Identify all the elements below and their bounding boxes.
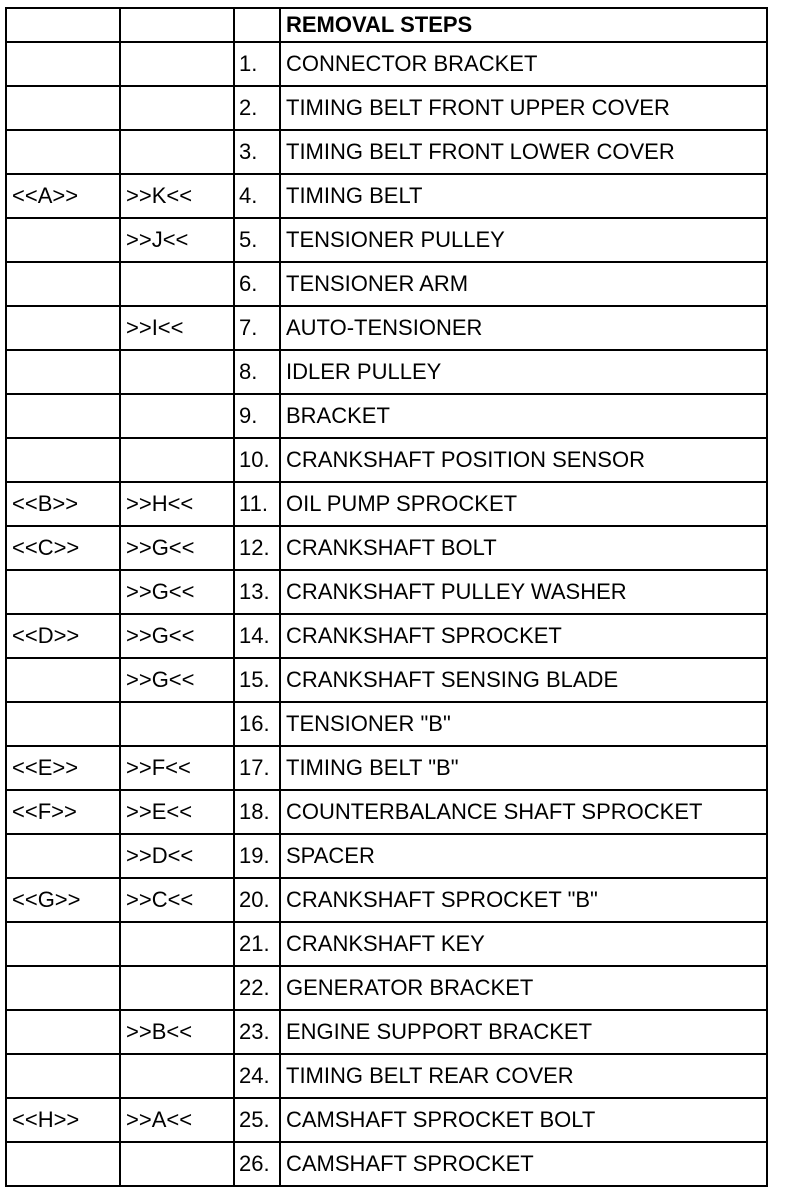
- step-number-cell: 14.: [234, 614, 280, 658]
- step-description-cell: AUTO-TENSIONER: [280, 306, 767, 350]
- removal-ref-cell: [120, 438, 234, 482]
- step-description-cell: ENGINE SUPPORT BRACKET: [280, 1010, 767, 1054]
- step-number-cell: 5.: [234, 218, 280, 262]
- step-number-cell: 1.: [234, 42, 280, 86]
- table-row: [6, 1010, 767, 1054]
- step-number-cell: 13.: [234, 570, 280, 614]
- install-ref-cell: [6, 834, 120, 878]
- table-row: [6, 262, 767, 306]
- removal-ref-cell: [120, 42, 234, 86]
- removal-ref-cell: >>D<<: [120, 834, 234, 878]
- step-description-cell: CAMSHAFT SPROCKET: [280, 1142, 767, 1186]
- install-ref-cell: [6, 702, 120, 746]
- step-number-cell: 26.: [234, 1142, 280, 1186]
- install-ref-cell: <<H>>: [6, 1098, 120, 1142]
- step-description-cell: CRANKSHAFT KEY: [280, 922, 767, 966]
- removal-ref-cell: >>G<<: [120, 614, 234, 658]
- install-ref-cell: [6, 350, 120, 394]
- install-ref-cell: [6, 1054, 120, 1098]
- step-number-cell: 21.: [234, 922, 280, 966]
- removal-ref-cell: >>I<<: [120, 306, 234, 350]
- step-number-cell: 2.: [234, 86, 280, 130]
- step-description-cell: TIMING BELT: [280, 174, 767, 218]
- removal-ref-cell: >>C<<: [120, 878, 234, 922]
- step-number-cell: 10.: [234, 438, 280, 482]
- step-number-cell: 15.: [234, 658, 280, 702]
- table-row: [6, 86, 767, 130]
- table-row: [6, 174, 767, 218]
- step-number-cell: 24.: [234, 1054, 280, 1098]
- header-title: REMOVAL STEPS: [280, 8, 767, 42]
- removal-ref-cell: >>G<<: [120, 658, 234, 702]
- install-ref-cell: <<F>>: [6, 790, 120, 834]
- step-description-cell: CRANKSHAFT SPROCKET "B": [280, 878, 767, 922]
- install-ref-cell: [6, 1010, 120, 1054]
- removal-ref-cell: [120, 966, 234, 1010]
- table-row: [6, 878, 767, 922]
- removal-ref-cell: [120, 1054, 234, 1098]
- step-number-cell: 9.: [234, 394, 280, 438]
- removal-steps-table: [5, 7, 768, 1187]
- install-ref-cell: [6, 262, 120, 306]
- header-row: [6, 8, 767, 42]
- step-description-cell: TIMING BELT FRONT LOWER COVER: [280, 130, 767, 174]
- step-number-cell: 18.: [234, 790, 280, 834]
- removal-ref-cell: >>G<<: [120, 570, 234, 614]
- table-row: [6, 526, 767, 570]
- step-number-cell: 3.: [234, 130, 280, 174]
- header-removal-ref: [120, 8, 234, 42]
- table-row: [6, 966, 767, 1010]
- step-number-cell: 11.: [234, 482, 280, 526]
- step-description-cell: BRACKET: [280, 394, 767, 438]
- step-number-cell: 7.: [234, 306, 280, 350]
- step-description-cell: GENERATOR BRACKET: [280, 966, 767, 1010]
- step-description-cell: TENSIONER PULLEY: [280, 218, 767, 262]
- removal-ref-cell: >>K<<: [120, 174, 234, 218]
- table-row: [6, 614, 767, 658]
- step-description-cell: CAMSHAFT SPROCKET BOLT: [280, 1098, 767, 1142]
- table-row: [6, 394, 767, 438]
- install-ref-cell: [6, 86, 120, 130]
- step-number-cell: 16.: [234, 702, 280, 746]
- install-ref-cell: [6, 42, 120, 86]
- step-number-cell: 4.: [234, 174, 280, 218]
- step-description-cell: CRANKSHAFT BOLT: [280, 526, 767, 570]
- step-number-cell: 23.: [234, 1010, 280, 1054]
- step-description-cell: SPACER: [280, 834, 767, 878]
- header-step-number: [234, 8, 280, 42]
- install-ref-cell: <<B>>: [6, 482, 120, 526]
- step-number-cell: 25.: [234, 1098, 280, 1142]
- install-ref-cell: [6, 130, 120, 174]
- step-description-cell: TIMING BELT "B": [280, 746, 767, 790]
- removal-steps-table-container: [5, 7, 766, 1176]
- removal-ref-cell: [120, 1142, 234, 1186]
- install-ref-cell: [6, 1142, 120, 1186]
- step-description-cell: COUNTERBALANCE SHAFT SPROCKET: [280, 790, 767, 834]
- step-description-cell: CRANKSHAFT POSITION SENSOR: [280, 438, 767, 482]
- step-description-cell: CONNECTOR BRACKET: [280, 42, 767, 86]
- table-row: [6, 306, 767, 350]
- table-row: [6, 834, 767, 878]
- install-ref-cell: <<E>>: [6, 746, 120, 790]
- table-row: [6, 570, 767, 614]
- table-row: [6, 746, 767, 790]
- step-description-cell: CRANKSHAFT SPROCKET: [280, 614, 767, 658]
- install-ref-cell: [6, 966, 120, 1010]
- table-row: [6, 658, 767, 702]
- step-number-cell: 17.: [234, 746, 280, 790]
- step-description-cell: TENSIONER "B": [280, 702, 767, 746]
- step-number-cell: 22.: [234, 966, 280, 1010]
- step-number-cell: 19.: [234, 834, 280, 878]
- install-ref-cell: [6, 570, 120, 614]
- install-ref-cell: [6, 306, 120, 350]
- table-row: [6, 922, 767, 966]
- removal-ref-cell: >>E<<: [120, 790, 234, 834]
- removal-ref-cell: >>G<<: [120, 526, 234, 570]
- step-description-cell: TIMING BELT FRONT UPPER COVER: [280, 86, 767, 130]
- step-number-cell: 8.: [234, 350, 280, 394]
- install-ref-cell: <<D>>: [6, 614, 120, 658]
- removal-ref-cell: [120, 262, 234, 306]
- step-number-cell: 6.: [234, 262, 280, 306]
- step-description-cell: TENSIONER ARM: [280, 262, 767, 306]
- table-row: [6, 42, 767, 86]
- removal-ref-cell: [120, 86, 234, 130]
- removal-ref-cell: >>A<<: [120, 1098, 234, 1142]
- removal-ref-cell: [120, 702, 234, 746]
- table-row: [6, 1142, 767, 1186]
- removal-ref-cell: [120, 350, 234, 394]
- install-ref-cell: [6, 658, 120, 702]
- step-description-cell: TIMING BELT REAR COVER: [280, 1054, 767, 1098]
- table-row: [6, 1098, 767, 1142]
- table-row: [6, 702, 767, 746]
- header-install-ref: [6, 8, 120, 42]
- step-description-cell: IDLER PULLEY: [280, 350, 767, 394]
- install-ref-cell: <<A>>: [6, 174, 120, 218]
- removal-ref-cell: [120, 922, 234, 966]
- removal-ref-cell: >>J<<: [120, 218, 234, 262]
- table-row: [6, 790, 767, 834]
- table-row: [6, 350, 767, 394]
- step-description-cell: CRANKSHAFT PULLEY WASHER: [280, 570, 767, 614]
- steps-body: [6, 42, 767, 1186]
- removal-ref-cell: [120, 130, 234, 174]
- table-row: [6, 1054, 767, 1098]
- table-row: [6, 482, 767, 526]
- table-row: [6, 218, 767, 262]
- install-ref-cell: <<G>>: [6, 878, 120, 922]
- install-ref-cell: <<C>>: [6, 526, 120, 570]
- install-ref-cell: [6, 922, 120, 966]
- install-ref-cell: [6, 218, 120, 262]
- install-ref-cell: [6, 394, 120, 438]
- removal-ref-cell: [120, 394, 234, 438]
- table-row: [6, 130, 767, 174]
- removal-ref-cell: >>F<<: [120, 746, 234, 790]
- step-description-cell: OIL PUMP SPROCKET: [280, 482, 767, 526]
- step-number-cell: 20.: [234, 878, 280, 922]
- removal-ref-cell: >>H<<: [120, 482, 234, 526]
- step-number-cell: 12.: [234, 526, 280, 570]
- step-description-cell: CRANKSHAFT SENSING BLADE: [280, 658, 767, 702]
- table-row: [6, 438, 767, 482]
- install-ref-cell: [6, 438, 120, 482]
- removal-ref-cell: >>B<<: [120, 1010, 234, 1054]
